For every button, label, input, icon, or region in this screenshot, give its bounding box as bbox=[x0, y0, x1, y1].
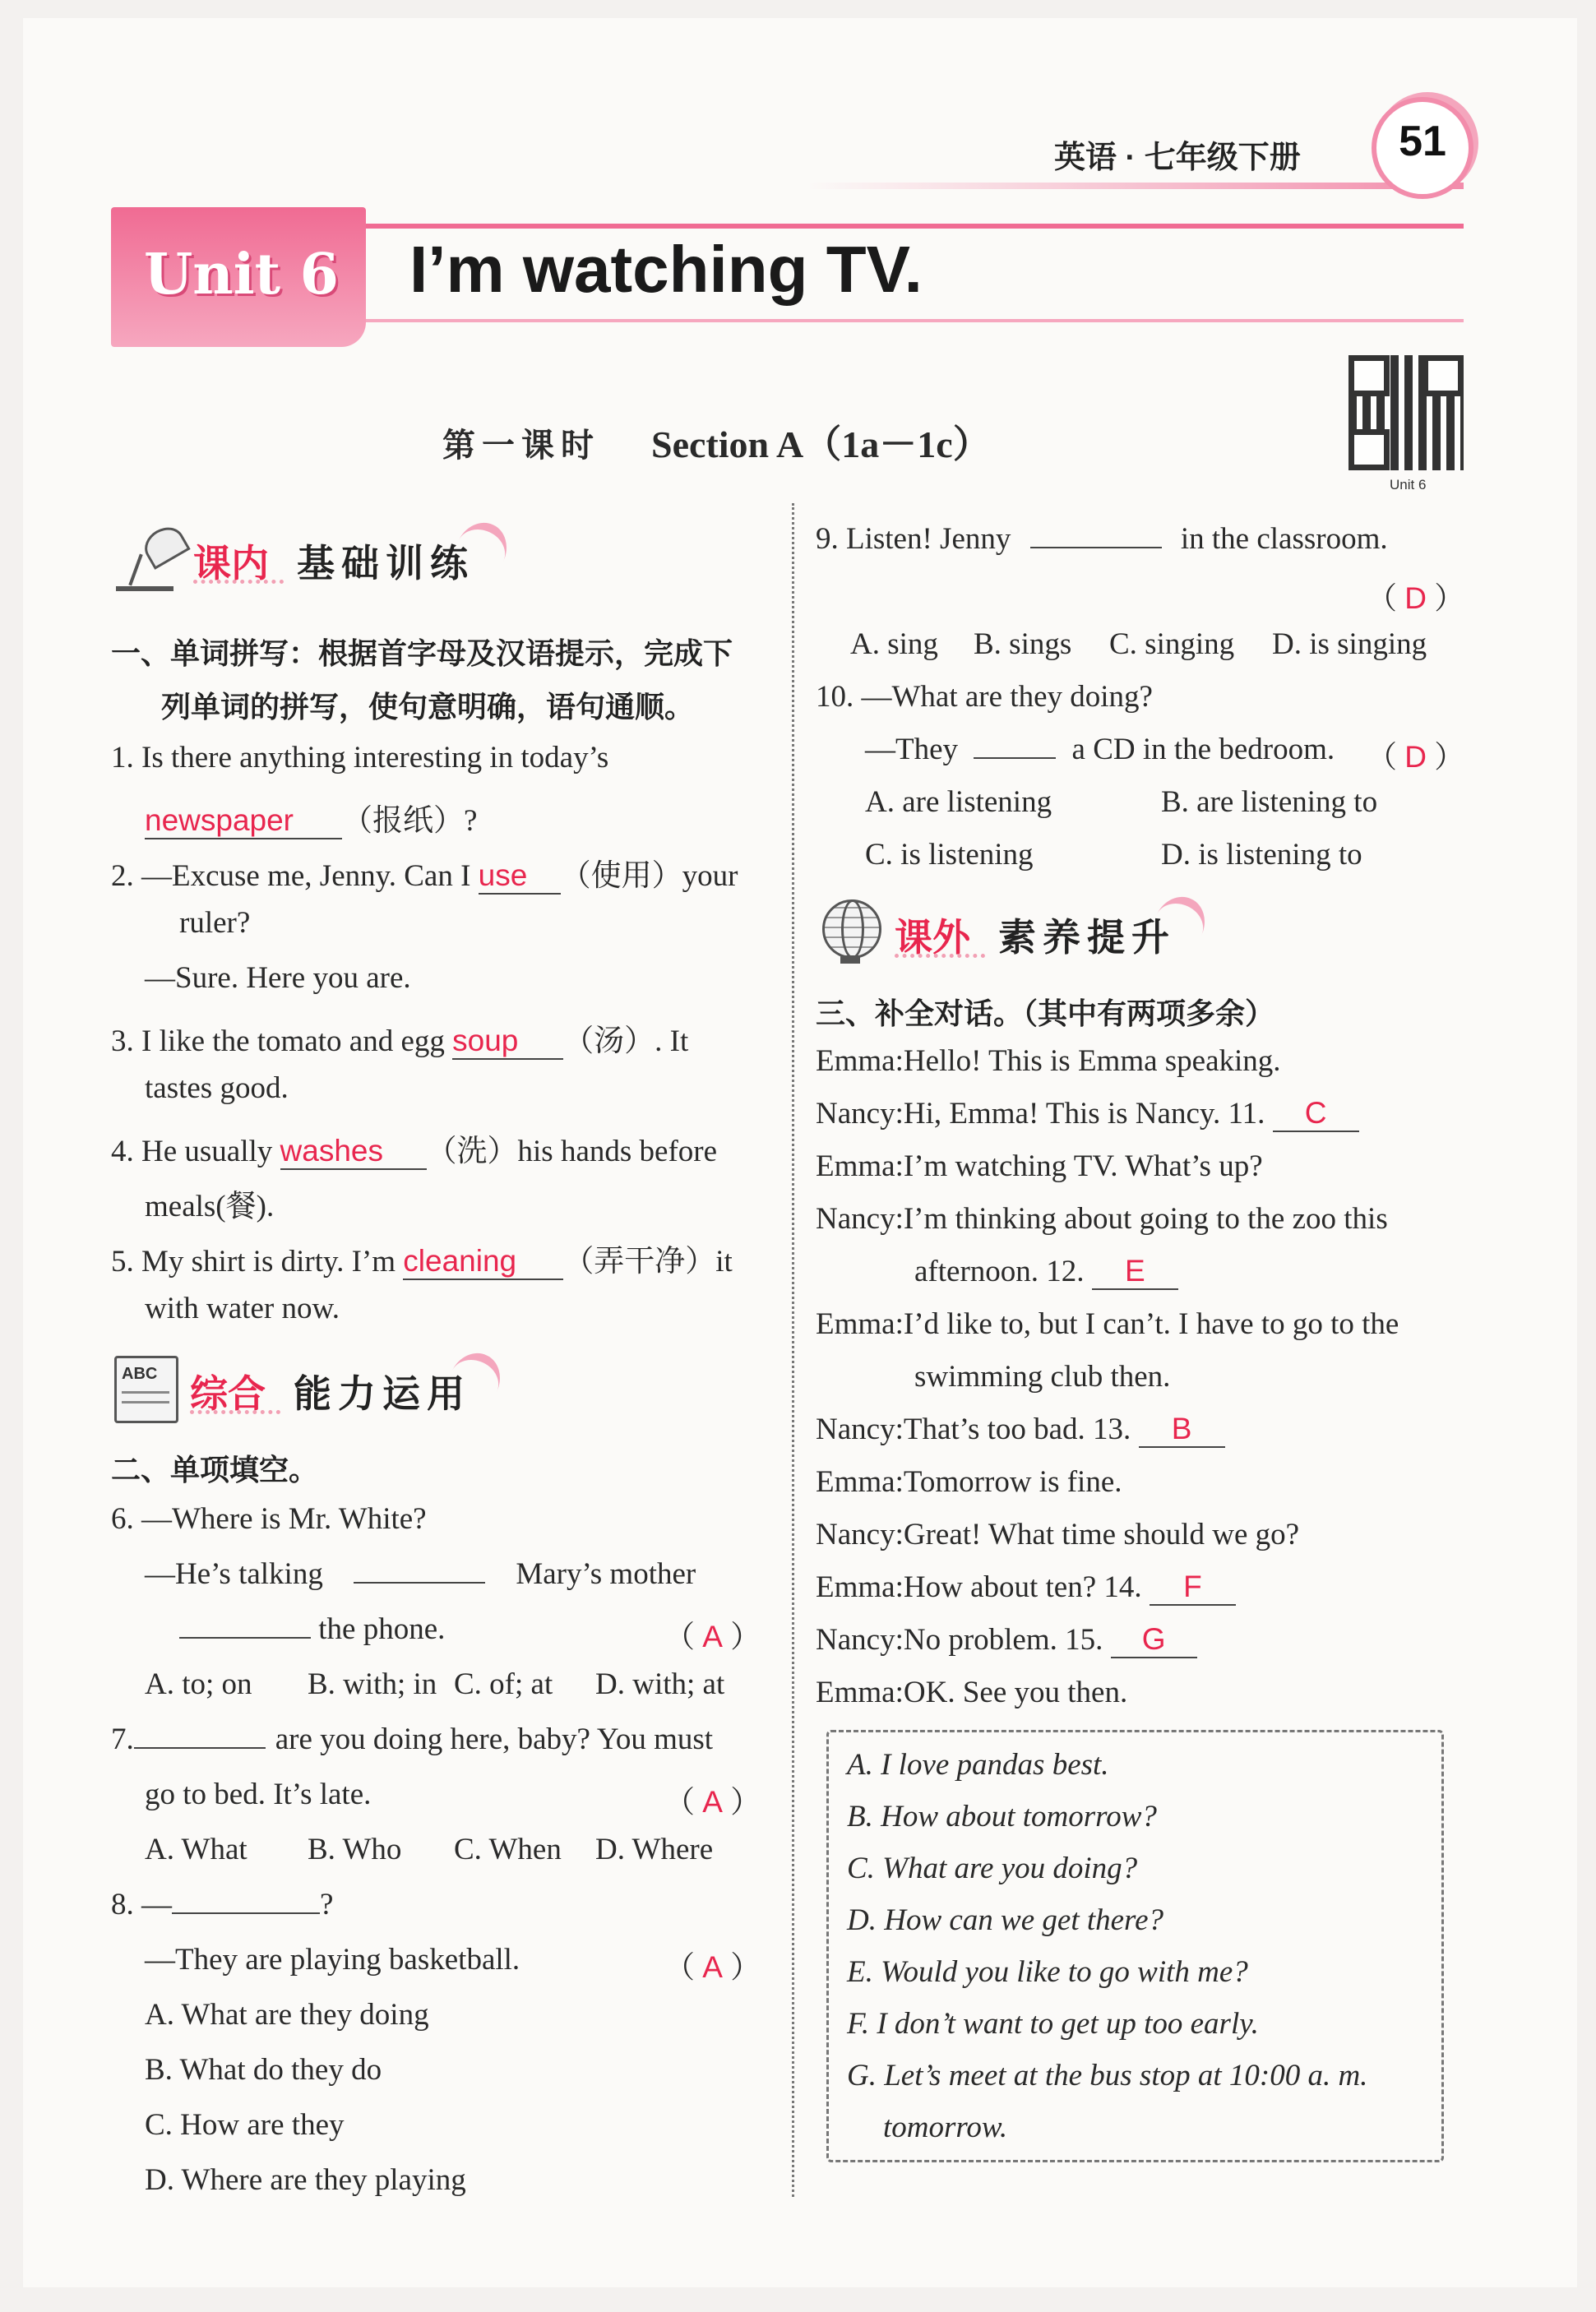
part2-heading: 二、单项填空。 bbox=[111, 1453, 319, 1487]
section-label-a: 课内 bbox=[193, 542, 269, 585]
box-option-c: C. What are you doing? bbox=[847, 1852, 1138, 1885]
unit-banner bbox=[111, 207, 366, 347]
q8-option-c: C. How are they bbox=[145, 2108, 345, 2142]
q2-answer: use bbox=[478, 858, 528, 892]
unit-title: I’m watching TV. bbox=[409, 233, 923, 306]
header-rule bbox=[806, 183, 1464, 189]
q8-option-a: A. What are they doing bbox=[145, 1998, 429, 2032]
abc-book-icon: ABC bbox=[114, 1356, 178, 1423]
q8-option-d: D. Where are they playing bbox=[145, 2163, 466, 2197]
q5-line1: 5. My shirt is dirty. I’m cleaning （弄干净）it bbox=[111, 1244, 733, 1279]
lesson-en: Section A（1a－1c） bbox=[651, 423, 991, 465]
dialogue-line-2: Nancy:Hi, Emma! This is Nancy. 11. C bbox=[816, 1096, 1359, 1132]
q7-line1: 7. are you doing here, baby? You must bbox=[111, 1722, 714, 1756]
box-option-e: E. Would you like to go with me? bbox=[847, 1955, 1248, 1989]
q13-answer: B bbox=[1171, 1412, 1192, 1445]
globe-icon bbox=[822, 899, 881, 959]
q6-line3: the phone. bbox=[179, 1611, 445, 1647]
dialogue-line-8: Nancy:Great! What time should we go? bbox=[816, 1518, 1300, 1551]
q2-line1: 2. —Excuse me, Jenny. Can I use （使用）your bbox=[111, 858, 738, 893]
q8-option-b: B. What do they do bbox=[145, 2053, 382, 2087]
q1-text: 1. Is there anything interesting in today’s bbox=[111, 741, 609, 775]
section-header-extended bbox=[816, 896, 1227, 970]
box-option-g-cont: tomorrow. bbox=[883, 2111, 1008, 2144]
q7-options: A. What B. Who C. When D. Where bbox=[145, 1833, 714, 1866]
section-label-a: 综合 bbox=[190, 1372, 266, 1415]
q7-answer-bracket: （ A ） bbox=[664, 1785, 761, 1820]
column-divider bbox=[792, 503, 794, 2197]
section-label-b: 素养提升 bbox=[998, 916, 1176, 959]
q5-answer: cleaning bbox=[403, 1244, 517, 1278]
q10-line1: 10. —What are they doing? bbox=[816, 680, 1153, 714]
q3-line1: 3. I like the tomato and egg soup （汤）. It bbox=[111, 1024, 689, 1058]
q1-line2: newspaper （报纸）? bbox=[145, 803, 478, 838]
lamp-icon bbox=[111, 529, 185, 594]
q10-line2: —They a CD in the bedroom. bbox=[865, 733, 1335, 766]
dialogue-line-11: Emma:OK. See you then. bbox=[816, 1676, 1128, 1709]
q10-answer: D bbox=[1404, 740, 1427, 774]
q8-answer: A bbox=[702, 1950, 723, 1984]
q9-answer-bracket: （ D ） bbox=[1367, 581, 1465, 616]
qr-code[interactable] bbox=[1349, 355, 1464, 470]
dialogue-line-4: Nancy:I’m thinking about going to the zoo this bbox=[816, 1202, 1388, 1236]
q6-line2: —He’s talking Mary’s mother bbox=[145, 1557, 696, 1591]
section-header-comprehensive bbox=[111, 1353, 522, 1427]
box-option-d: D. How can we get there? bbox=[847, 1903, 1163, 1937]
box-option-f: F. I don’t want to get up too early. bbox=[847, 2007, 1259, 2041]
page-number-badge bbox=[1372, 97, 1473, 199]
q3-answer: soup bbox=[452, 1024, 519, 1057]
q10-answer-bracket: （ D ） bbox=[1367, 740, 1465, 775]
section-header-basic bbox=[111, 522, 522, 596]
q4-answer: washes bbox=[280, 1134, 383, 1168]
q10-option-a: A. are listening bbox=[865, 785, 1052, 819]
q9-options: A. sing B. sings C. singing D. is singing bbox=[850, 627, 1427, 661]
options-box bbox=[826, 1730, 1444, 2162]
dialogue-line-10: Nancy:No problem. 15. G bbox=[816, 1622, 1197, 1658]
q2-line2: ruler? bbox=[179, 906, 251, 940]
q3-line2: tastes good. bbox=[145, 1071, 289, 1105]
q4-line2: meals(餐). bbox=[145, 1190, 275, 1223]
unit-label: Unit 6 bbox=[144, 242, 339, 307]
dialogue-line-6: Nancy:That’s too bad. 13. B bbox=[816, 1412, 1225, 1448]
part1-heading-1: 一、单词拼写：根据首字母及汉语提示，完成下 bbox=[111, 636, 733, 670]
title-rule-bottom bbox=[366, 319, 1464, 322]
part3-heading: 三、补全对话。（其中有两项多余） bbox=[816, 996, 1275, 1030]
dialogue-line-9: Emma:How about ten? 14. F bbox=[816, 1570, 1236, 1606]
box-option-a: A. I love pandas best. bbox=[847, 1748, 1109, 1782]
q12-answer: E bbox=[1124, 1254, 1145, 1288]
section-label-b: 能力运用 bbox=[294, 1372, 471, 1415]
qr-caption: Unit 6 bbox=[1390, 477, 1427, 492]
dialogue-line-1: Emma:Hello! This is Emma speaking. bbox=[816, 1044, 1281, 1078]
q2-line3: —Sure. Here you are. bbox=[145, 961, 411, 995]
dialogue-line-7: Emma:Tomorrow is fine. bbox=[816, 1465, 1122, 1499]
q8-answer-bracket: （ A ） bbox=[664, 1950, 761, 1985]
q11-answer: C bbox=[1304, 1096, 1327, 1130]
q5-line2: with water now. bbox=[145, 1292, 340, 1325]
q7-line2: go to bed. It’s late. bbox=[145, 1778, 372, 1811]
lesson-cn: 第一课时 bbox=[442, 428, 600, 464]
q6-answer-bracket: （ A ） bbox=[664, 1620, 761, 1654]
q4-line1: 4. He usually washes （洗）his hands before bbox=[111, 1134, 718, 1168]
box-option-g: G. Let’s meet at the bus stop at 10:00 a. m. bbox=[847, 2059, 1368, 2092]
q15-answer: G bbox=[1141, 1622, 1166, 1656]
q10-option-d: D. is listening to bbox=[1161, 838, 1362, 872]
q10-option-c: C. is listening bbox=[865, 838, 1034, 872]
dialogue-line-4b: afternoon. 12. E bbox=[914, 1254, 1178, 1290]
q7-answer: A bbox=[702, 1785, 723, 1819]
q9-line1: 9. Listen! Jenny in the classroom. bbox=[816, 522, 1388, 556]
q6-answer: A bbox=[702, 1620, 723, 1653]
q10-option-b: B. are listening to bbox=[1161, 785, 1378, 819]
page-number: 51 bbox=[1399, 118, 1446, 165]
q9-answer: D bbox=[1404, 581, 1427, 615]
title-rule-top bbox=[366, 224, 1464, 229]
part1-heading-2: 列单词的拼写，使句意明确，语句通顺。 bbox=[161, 690, 695, 724]
section-label-a: 课外 bbox=[895, 916, 970, 959]
q6-options: A. to; on B. with; in C. of; at D. with; at bbox=[145, 1667, 725, 1701]
q14-answer: F bbox=[1183, 1570, 1202, 1603]
q8-line1: 8. — ? bbox=[111, 1888, 334, 1921]
dialogue-line-5b: swimming club then. bbox=[914, 1360, 1171, 1394]
q1-answer: newspaper bbox=[145, 803, 294, 837]
dialogue-line-5: Emma:I’d like to, but I can’t. I have to go to the bbox=[816, 1307, 1399, 1341]
dialogue-line-3: Emma:I’m watching TV. What’s up? bbox=[816, 1149, 1263, 1183]
q8-line2: —They are playing basketball. bbox=[145, 1943, 520, 1977]
book-title: 英语 · 七年级下册 bbox=[1054, 141, 1301, 175]
q6-line1: 6. —Where is Mr. White? bbox=[111, 1502, 427, 1536]
box-option-b: B. How about tomorrow? bbox=[847, 1800, 1157, 1833]
section-label-b: 基础训练 bbox=[297, 542, 474, 585]
